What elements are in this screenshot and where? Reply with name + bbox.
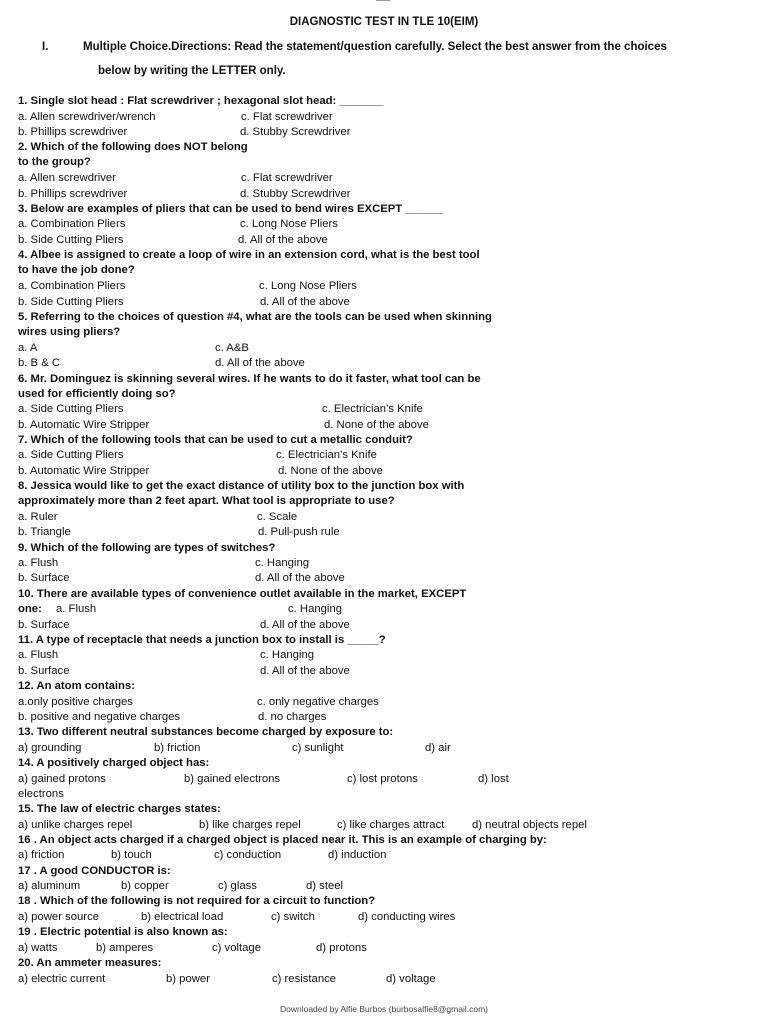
answer-choice: a) gained protons: [18, 773, 106, 785]
answer-choice: c. Flat screwdriver: [241, 172, 333, 184]
answer-choice: d) lost: [478, 773, 509, 785]
answer-choice: c) sunlight: [292, 742, 344, 754]
answer-choice: d. Stubby Screwdriver: [240, 126, 351, 138]
question-text: used for efficiently doing so?: [18, 388, 176, 400]
answer-choice: a. Side Cutting Pliers: [18, 403, 124, 415]
answer-choice: d) neutral objects repel: [472, 819, 587, 831]
question-text: 9. Which of the following are types of switches?: [18, 542, 276, 554]
answer-choice: c. Hanging: [260, 649, 315, 661]
answer-choice: d. None of the above: [324, 419, 429, 431]
question-text: 12. An atom contains:: [18, 680, 135, 692]
download-footer: Downloaded by Alfie Burbos (burbosalfie8@gmail.com): [279, 1004, 488, 1014]
answer-choice: b) copper: [121, 880, 169, 892]
answer-choice: d. All of the above: [238, 234, 328, 246]
question-text: 14. A positively charged object has:: [18, 757, 210, 769]
answer-choice: a. Flush: [18, 557, 59, 569]
answer-choice: d. All of the above: [260, 619, 350, 631]
answer-choice: d. Pull-push rule: [258, 526, 340, 538]
directions-line-2: below by writing the LETTER only.: [98, 65, 286, 77]
answer-choice: d. None of the above: [278, 465, 383, 477]
answer-choice: d. All of the above: [260, 296, 350, 308]
answer-choice: c) conduction: [214, 849, 282, 861]
answer-choice: d) induction: [328, 849, 387, 861]
answer-choice: c. Hanging: [288, 603, 343, 615]
question-text: to have the job done?: [18, 264, 135, 276]
question-text: 8. Jessica would like to get the exact distance of utility box to the junction box with: [18, 480, 465, 492]
question-text: 13. Two different neutral substances become charged by exposure to:: [18, 726, 394, 738]
answer-choice: c) like charges attract: [337, 819, 445, 831]
answer-choice: b. Automatic Wire Stripper: [18, 465, 150, 477]
page-title: DIAGNOSTIC TEST IN TLE 10(EIM): [289, 16, 479, 28]
answer-choice: c) switch: [271, 911, 315, 923]
answer-choice: a.only positive charges: [18, 696, 133, 708]
answer-choice: b) electrical load: [141, 911, 224, 923]
section-number: I.: [42, 41, 49, 53]
question-text: 4. Albee is assigned to create a loop of wire in an extension cord, what is the best tool: [18, 249, 480, 261]
answer-choice: c) voltage: [212, 942, 261, 954]
answer-choice: b. Automatic Wire Stripper: [18, 419, 150, 431]
answer-choice: d. All of the above: [260, 665, 350, 677]
answer-choice: b. Phillips screwdriver: [18, 188, 128, 200]
answer-choice: b) amperes: [96, 942, 154, 954]
question-text: to the group?: [18, 156, 91, 168]
answer-choice: b. Surface: [18, 619, 70, 631]
question-text: 19 . Electric potential is also known as:: [18, 926, 228, 938]
question-text: 5. Referring to the choices of question #4, what are the tools can be used when skinning: [18, 311, 492, 323]
question-text: 2. Which of the following does NOT belong: [18, 141, 248, 153]
answer-choice: b) friction: [154, 742, 201, 754]
answer-choice: a. A: [18, 342, 38, 354]
answer-choice: a. Side Cutting Pliers: [18, 449, 124, 461]
answer-choice: c. Flat screwdriver: [241, 111, 333, 123]
answer-choice: c. Electrician’s Knife: [276, 449, 377, 461]
answer-choice: a) unlike charges repel: [18, 819, 133, 831]
answer-choice: c. Scale: [257, 511, 298, 523]
answer-choice: c) lost protons: [347, 773, 418, 785]
answer-choice: a. Combination Pliers: [18, 218, 126, 230]
answer-choice: c. A&B: [215, 342, 249, 354]
question-text: 17 . A good CONDUCTOR is:: [18, 865, 171, 877]
question-text: 15. The law of electric charges states:: [18, 803, 221, 815]
question-text: 16 . An object acts charged if a charged object is placed near it. This is an example of charging by:: [18, 834, 547, 846]
directions-text: Multiple Choice.Directions: Read the statement/question carefully. Select the best answer from the choices: [83, 41, 667, 53]
answer-choice: b. Phillips screwdriver: [18, 126, 128, 138]
answer-choice: b) gained electrons: [184, 773, 281, 785]
question-text: 10. There are available types of convenience outlet available in the market, EXCEPT: [18, 588, 467, 600]
question-text: 18 . Which of the following is not required for a circuit to function?: [18, 895, 376, 907]
question-text: wires using pliers?: [18, 326, 121, 338]
answer-choice: c) resistance: [272, 973, 337, 985]
question-text: 1. Single slot head : Flat screwdriver ; hexagonal slot head: _______: [18, 95, 384, 107]
answer-choice: c. only negative charges: [257, 696, 379, 708]
answer-choice: d) air: [425, 742, 451, 754]
question-text: 7. Which of the following tools that can be used to cut a metallic conduit?: [18, 434, 413, 446]
answer-choice: c. Electrician’s Knife: [322, 403, 423, 415]
answer-choice: d) protons: [316, 942, 367, 954]
answer-choice: a) watts: [18, 942, 58, 954]
answer-choice: a. Allen screwdriver: [18, 172, 116, 184]
question-text: 20. An ammeter measures:: [18, 957, 162, 969]
answer-choice: b) power: [166, 973, 210, 985]
answer-choice: electrons: [18, 788, 64, 800]
answer-choice: one:: [18, 603, 42, 615]
answer-choice: c. Long Nose Pliers: [259, 280, 357, 292]
answer-choice: a) electric current: [18, 973, 106, 985]
question-text: 11. A type of receptacle that needs a junction box to install is _____?: [18, 634, 386, 646]
answer-choice: d. All of the above: [215, 357, 305, 369]
answer-choice: b) touch: [111, 849, 152, 861]
answer-choice: d) steel: [306, 880, 344, 892]
answer-choice: a) power source: [18, 911, 99, 923]
answer-choice: d) voltage: [386, 973, 436, 985]
question-text: 6. Mr. Dominguez is skinning several wires. If he wants to do it faster, what tool can be: [18, 373, 481, 385]
question-text: approximately more than 2 feet apart. What tool is appropriate to use?: [18, 495, 395, 507]
answer-choice: a. Ruler: [18, 511, 58, 523]
answer-choice: b. B & C: [18, 357, 61, 369]
answer-choice: b. Side Cutting Pliers: [18, 234, 124, 246]
answer-choice: c. Hanging: [255, 557, 310, 569]
answer-choice: b. Surface: [18, 572, 70, 584]
answer-choice: a. Flush: [18, 649, 59, 661]
question-text: 3. Below are examples of pliers that can be used to bend wires EXCEPT ______: [18, 203, 444, 215]
answer-choice: a. Combination Pliers: [18, 280, 126, 292]
answer-choice: b. Surface: [18, 665, 70, 677]
answer-choice: c. Long Nose Pliers: [240, 218, 338, 230]
answer-choice: a) friction: [18, 849, 65, 861]
answer-choice: b. Side Cutting Pliers: [18, 296, 124, 308]
answer-choice: d. no charges: [258, 711, 327, 723]
answer-choice: b. Triangle: [18, 526, 71, 538]
top-rule: [376, 0, 390, 1]
answer-choice: a. Flush: [56, 603, 97, 615]
answer-choice: c) glass: [218, 880, 257, 892]
answer-choice: a) grounding: [18, 742, 82, 754]
answer-choice: d. All of the above: [255, 572, 345, 584]
answer-choice: a) aluminum: [18, 880, 81, 892]
answer-choice: b) like charges repel: [199, 819, 301, 831]
answer-choice: a. Allen screwdriver/wrench: [18, 111, 156, 123]
answer-choice: b. positive and negative charges: [18, 711, 181, 723]
answer-choice: d) conducting wires: [358, 911, 456, 923]
answer-choice: d. Stubby Screwdriver: [240, 188, 351, 200]
